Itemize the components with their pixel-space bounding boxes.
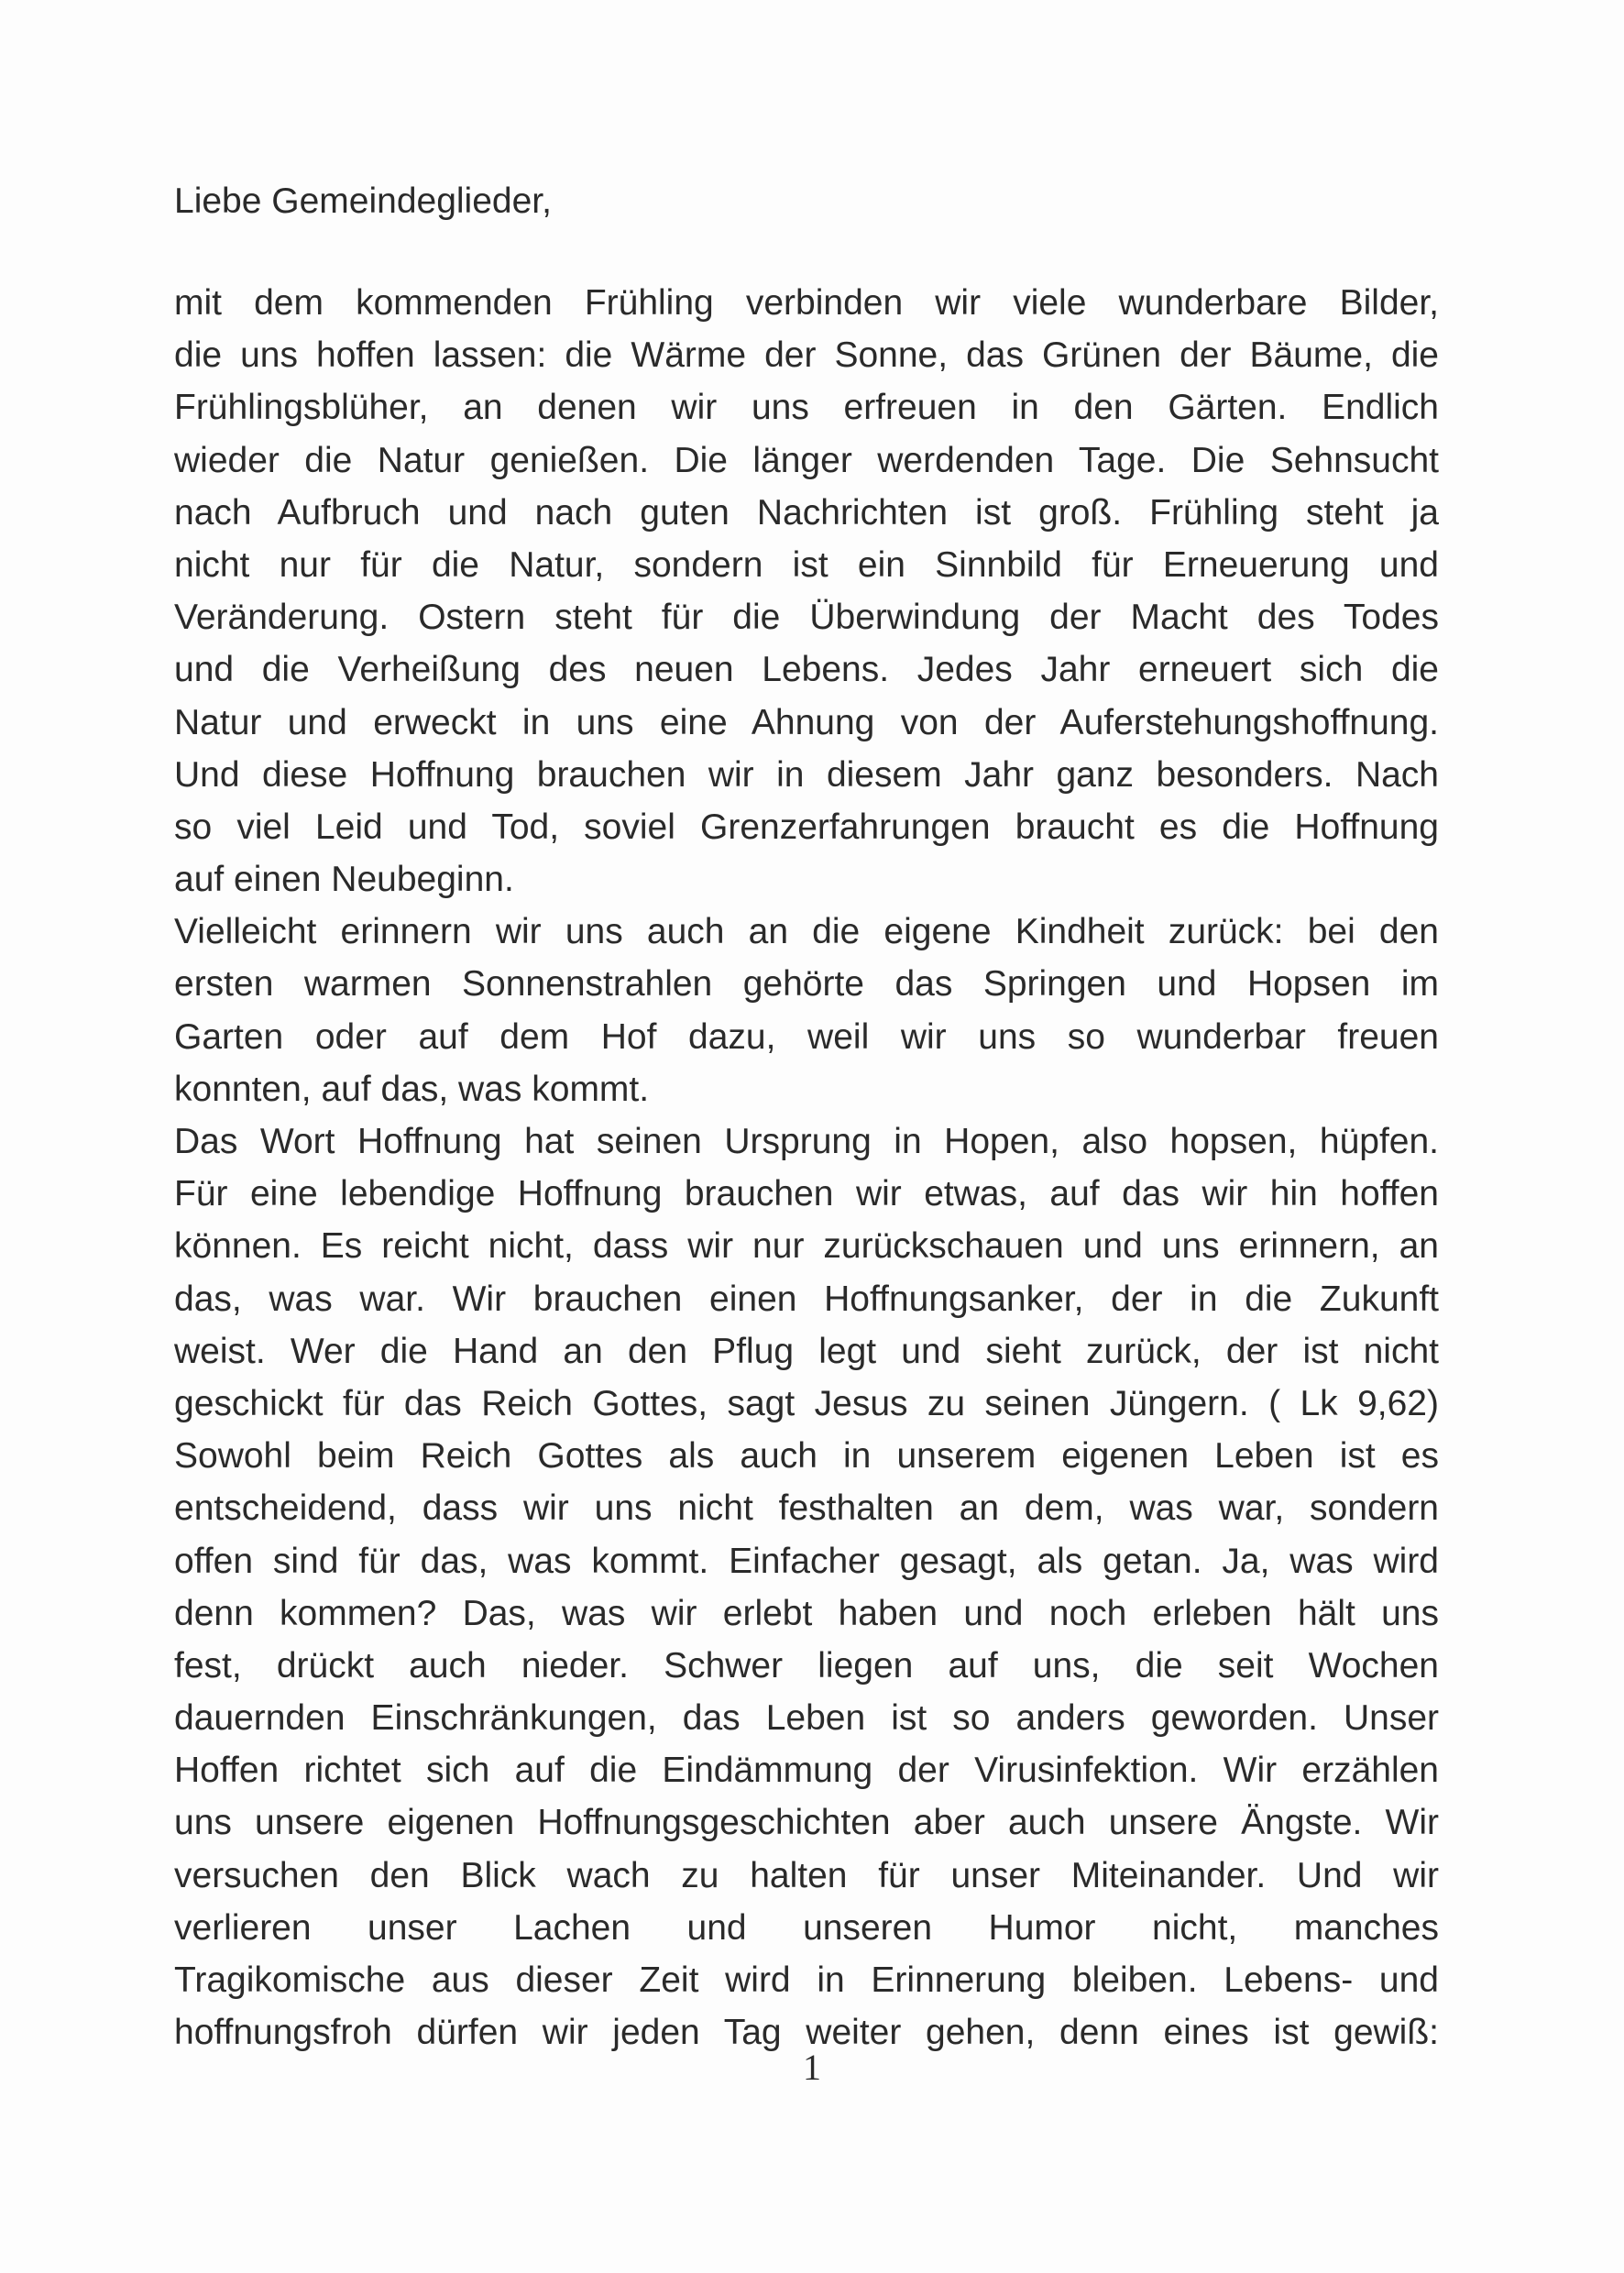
- text-line: die uns hoffen lassen: die Wärme der Sonne, das Grünen der Bäume, die: [174, 335, 1439, 376]
- text-line: verlieren unser Lachen und unseren Humor nicht, manches: [174, 1907, 1439, 1948]
- text-line: Frühlingsblüher, an denen wir uns erfreuen in den Gärten. Endlich: [174, 388, 1439, 428]
- page-number: 1: [803, 2047, 821, 2088]
- text-line: auf einen Neubeginn.: [174, 860, 514, 900]
- text-line: Tragikomische aus dieser Zeit wird in Erinnerung bleiben. Lebens- und: [174, 1960, 1439, 2000]
- text-line: Vielleicht erinnern wir uns auch an die eigene Kindheit zurück: bei den: [174, 912, 1439, 952]
- text-line: Garten oder auf dem Hof dazu, weil wir uns so wunderbar freuen: [174, 1016, 1439, 1057]
- text-line: denn kommen? Das, was wir erlebt haben und noch erleben hält uns: [174, 1593, 1439, 1633]
- text-line: Und diese Hoffnung brauchen wir in diesem Jahr ganz besonders. Nach: [174, 754, 1439, 795]
- text-line: uns unsere eigenen Hoffnungsgeschichten aber auch unsere Ängste. Wir: [174, 1803, 1439, 1843]
- text-line: offen sind für das, was kommt. Einfacher gesagt, als getan. Ja, was wird: [174, 1541, 1439, 1581]
- text-line: Veränderung. Ostern steht für die Überwindung der Macht des Todes: [174, 598, 1439, 638]
- text-line: versuchen den Blick wach zu halten für unser Miteinander. Und wir: [174, 1855, 1439, 1895]
- text-line: nach Aufbruch und nach guten Nachrichten ist groß. Frühling steht ja: [174, 492, 1439, 533]
- text-line: nicht nur für die Natur, sondern ist ein Sinnbild für Erneuerung und: [174, 544, 1439, 585]
- text-line: entscheidend, dass wir uns nicht festhalten an dem, was war, sondern: [174, 1488, 1439, 1529]
- text-line: Das Wort Hoffnung hat seinen Ursprung in Hopen, also hopsen, hüpfen.: [174, 1122, 1439, 1161]
- text-line: können. Es reicht nicht, dass wir nur zurückschauen und uns erinnern, an: [174, 1226, 1439, 1267]
- text-line: dauernden Einschränkungen, das Leben ist so anders geworden. Unser: [174, 1698, 1439, 1739]
- letter-body: [174, 277, 1439, 2059]
- text-line: wieder die Natur genießen. Die länger werdenden Tage. Die Sehnsucht: [174, 440, 1439, 480]
- text-line: fest, drückt auch nieder. Schwer liegen auf uns, die seit Wochen: [174, 1645, 1439, 1686]
- text-line: konnten, auf das, was kommt.: [174, 1069, 650, 1109]
- text-line: Natur und erweckt in uns eine Ahnung von der Auferstehungshoffnung.: [174, 702, 1439, 742]
- text-line: weist. Wer die Hand an den Pflug legt und sieht zurück, der ist nicht: [174, 1331, 1439, 1371]
- text-line: das, was war. Wir brauchen einen Hoffnungsanker, der in die Zukunft: [174, 1279, 1439, 1319]
- text-line: so viel Leid und Tod, soviel Grenzerfahrungen braucht es die Hoffnung: [174, 807, 1439, 847]
- text-line: ersten warmen Sonnenstrahlen gehörte das Springen und Hopsen im: [174, 964, 1439, 1005]
- salutation: Liebe Gemeindeglieder,: [174, 181, 552, 221]
- text-line: Für eine lebendige Hoffnung brauchen wir etwas, auf das wir hin hoffen: [174, 1174, 1439, 1214]
- text-line: geschickt für das Reich Gottes, sagt Jesus zu seinen Jüngern. ( Lk 9,62): [174, 1383, 1439, 1423]
- text-line: hoffnungsfroh dürfen wir jeden Tag weiter gehen, denn eines ist gewiß:: [174, 2013, 1439, 2053]
- text-line: und die Verheißung des neuen Lebens. Jedes Jahr erneuert sich die: [174, 650, 1439, 690]
- text-line: mit dem kommenden Frühling verbinden wir viele wunderbare Bilder,: [174, 283, 1439, 323]
- text-line: Hoffen richtet sich auf die Eindämmung der Virusinfektion. Wir erzählen: [174, 1751, 1439, 1791]
- text-line: Sowohl beim Reich Gottes als auch in unserem eigenen Leben ist es: [174, 1436, 1439, 1477]
